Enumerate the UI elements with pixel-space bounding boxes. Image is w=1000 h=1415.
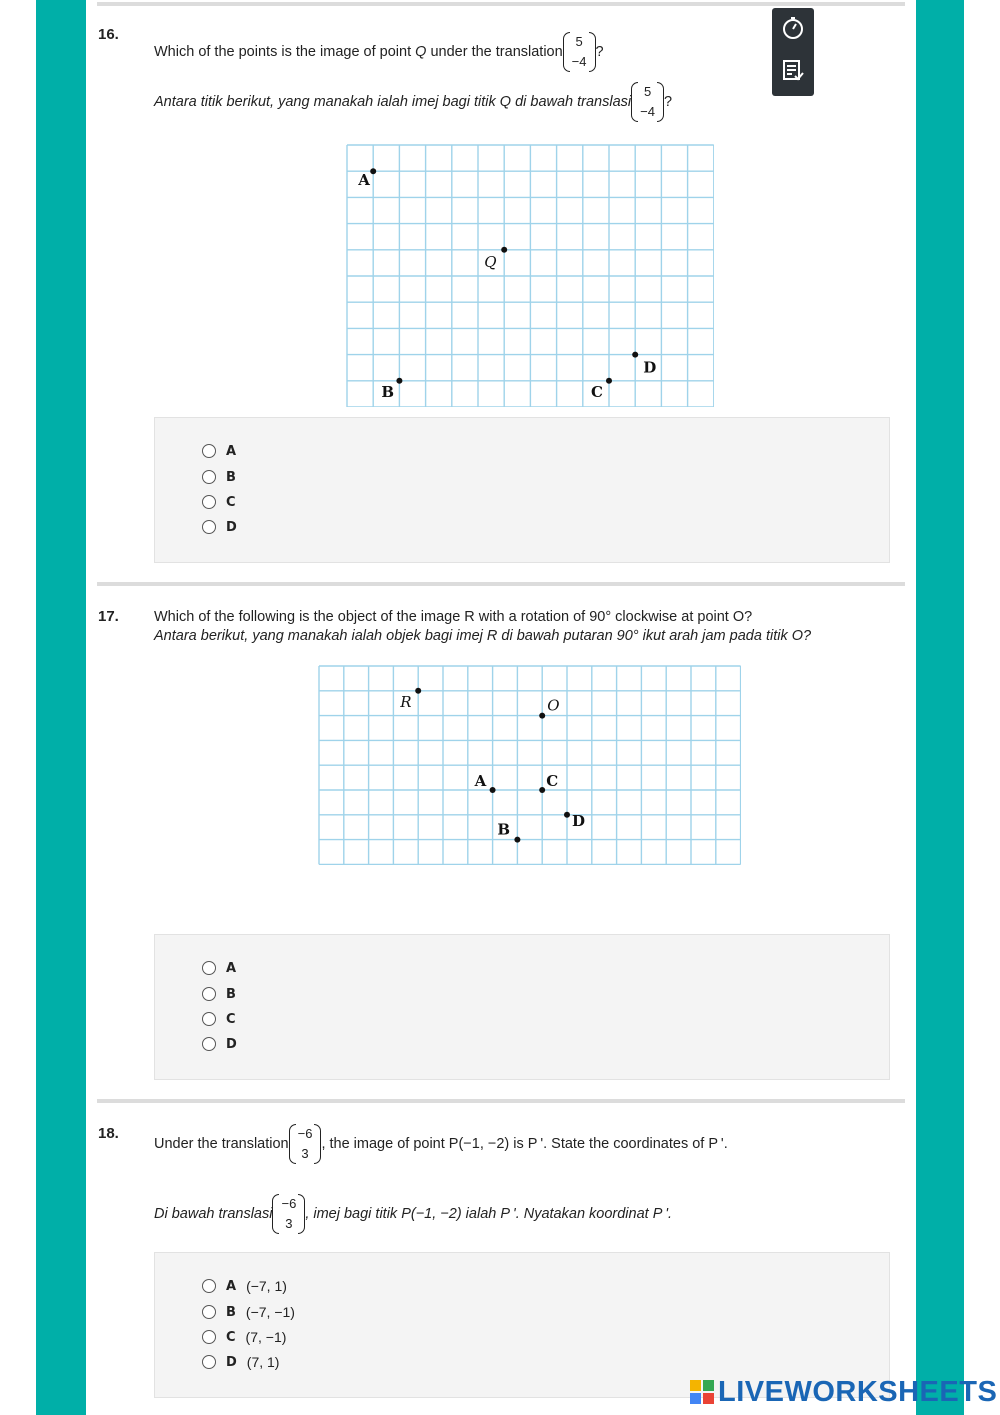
radio-button[interactable] — [202, 1037, 216, 1051]
left-margin — [0, 0, 36, 1415]
label-d: D — [643, 358, 657, 377]
label-o: O — [547, 696, 560, 715]
radio-button[interactable] — [202, 1279, 216, 1293]
option-a[interactable]: A (−7, 1) — [202, 1276, 287, 1296]
option-d[interactable]: D — [202, 517, 247, 537]
label-c: C — [546, 772, 559, 790]
question-number: 17. — [98, 608, 119, 625]
q16-english-text: Which of the points is the image of point Q under the translation 5 −4 ? — [154, 32, 604, 72]
liveworksheets-logo: LIVEWORKSHEETS — [690, 1376, 997, 1412]
translation-vector: 5 −4 — [563, 32, 596, 72]
label-d: D — [572, 811, 586, 830]
point-r — [415, 688, 421, 694]
translation-vector: −6 3 — [289, 1124, 322, 1164]
q16-malay-text: Antara titik berikut, yang manakah ialah imej bagi titik Q di bawah translasi 5 −4 ? — [154, 82, 672, 122]
radio-button[interactable] — [202, 987, 216, 1001]
label-r: R — [400, 692, 412, 711]
divider — [97, 1099, 905, 1103]
label-b: B — [497, 820, 511, 839]
point-b — [396, 378, 402, 384]
left-teal-border — [36, 0, 86, 1415]
point-d — [564, 812, 570, 818]
q18-malay-text: Di bawah translasi −6 3 , imej bagi titik P(−1, −2) ialah P '. Nyatakan koordinat P '. — [154, 1194, 672, 1234]
radio-button[interactable] — [202, 520, 216, 534]
radio-button[interactable] — [202, 1330, 216, 1344]
point-a — [370, 168, 376, 174]
option-c[interactable]: C (7, −1) — [202, 1327, 286, 1347]
q18-english-text: Under the translation −6 3 , the image of point P(−1, −2) is P '. State the coordinates of P '. — [154, 1124, 728, 1164]
q17-grid — [318, 665, 741, 865]
radio-button[interactable] — [202, 444, 216, 458]
point-a — [490, 787, 496, 793]
question-number: 18. — [98, 1125, 119, 1142]
point-b — [514, 837, 520, 843]
label-a: A — [358, 171, 370, 190]
option-c[interactable]: C — [202, 1009, 246, 1029]
q17-malay-text: Antara berikut, yang manakah ialah objek bagi imej R di bawah putaran 90° ikut arah jam pada titik O? — [154, 628, 812, 644]
radio-button[interactable] — [202, 495, 216, 509]
divider — [97, 582, 905, 586]
question-number: 16. — [98, 26, 119, 43]
q17-options-box — [154, 934, 890, 1080]
radio-button[interactable] — [202, 1355, 216, 1369]
option-b[interactable]: B — [202, 984, 246, 1004]
label-b: B — [381, 382, 395, 401]
side-toolbar — [772, 8, 814, 96]
label-q: Q — [484, 252, 497, 271]
q16-options-box — [154, 417, 890, 563]
point-c — [606, 378, 612, 384]
logo-icon — [690, 1379, 716, 1412]
timer-icon[interactable] — [781, 16, 805, 40]
right-teal-border — [916, 0, 964, 1415]
option-a[interactable]: A — [202, 441, 246, 461]
point-d — [632, 352, 638, 358]
radio-button[interactable] — [202, 961, 216, 975]
notes-icon[interactable] — [781, 58, 805, 82]
option-d[interactable]: D (7, 1) — [202, 1352, 279, 1372]
point-c — [539, 787, 545, 793]
point-q — [501, 247, 507, 253]
option-b[interactable]: B — [202, 467, 246, 487]
option-c[interactable]: C — [202, 492, 246, 512]
translation-vector: −6 3 — [272, 1194, 305, 1234]
q17-english-text: Which of the following is the object of the image R with a rotation of 90° clockwise at point O? — [154, 609, 753, 625]
point-o — [539, 713, 545, 719]
radio-button[interactable] — [202, 470, 216, 484]
option-d[interactable]: D — [202, 1034, 247, 1054]
translation-vector: 5 −4 — [631, 82, 664, 122]
radio-button[interactable] — [202, 1305, 216, 1319]
label-c: C — [591, 382, 603, 401]
option-b[interactable]: B (−7, −1) — [202, 1302, 295, 1322]
label-a: A — [474, 772, 487, 790]
divider — [97, 2, 905, 6]
q16-grid — [346, 144, 714, 407]
radio-button[interactable] — [202, 1012, 216, 1026]
option-a[interactable]: A — [202, 958, 246, 978]
